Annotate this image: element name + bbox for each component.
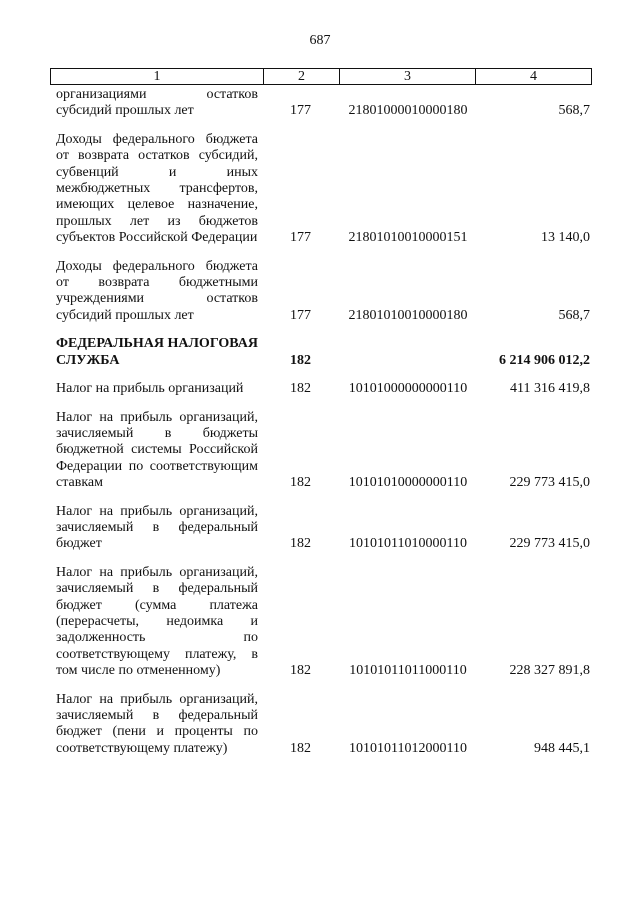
row-description: Налог на прибыль организаций, зачисляемый в федеральный бюджет — [56, 503, 258, 552]
row-kbk: 10101000000000110 — [348, 381, 468, 397]
row-amount: 6 214 906 012,2 — [499, 352, 590, 368]
row-admin-code: 177 — [290, 103, 311, 119]
row-amount: 228 327 891,8 — [509, 663, 590, 679]
table-row — [56, 381, 596, 397]
row-description: Налог на прибыль организаций — [56, 381, 244, 397]
row-kbk: 21801010010000180 — [348, 307, 468, 323]
row-amount: 568,7 — [558, 307, 590, 323]
table-header — [50, 68, 592, 85]
table-row — [56, 132, 596, 247]
row-amount: 229 773 415,0 — [509, 536, 590, 552]
row-admin-code: 177 — [290, 230, 311, 246]
table-row — [56, 565, 596, 680]
row-description: организациями остатков субсидий прошлых лет — [56, 87, 258, 119]
row-kbk: 21801010010000151 — [348, 230, 468, 246]
row-admin-code: 182 — [290, 381, 311, 397]
table-body — [56, 87, 596, 757]
row-description: ФЕДЕРАЛЬНАЯ НАЛОГОВАЯ СЛУЖБА — [56, 336, 258, 368]
row-kbk: 21801000010000180 — [348, 103, 468, 119]
row-description: Налог на прибыль организаций, зачисляемый в федеральный бюджет (сумма платежа (перерасчеты, недоимка и задолженность по соответствующему платежу, в том числе по отмененному) — [56, 564, 258, 679]
row-amount: 13 140,0 — [541, 230, 590, 246]
table-row-section — [56, 336, 596, 369]
page-number: 687 — [309, 33, 331, 48]
table-row — [56, 87, 596, 120]
column-header-3: 3 — [340, 69, 476, 84]
row-kbk: 10101011012000110 — [349, 740, 467, 756]
row-amount: 948 445,1 — [534, 740, 590, 756]
row-amount: 411 316 419,8 — [510, 381, 590, 397]
row-admin-code: 182 — [290, 352, 311, 368]
row-description: Налог на прибыль организаций, зачисляемый в бюджеты бюджетной системы Российской Федерации по соответствующим ставкам — [56, 409, 258, 491]
column-header-1: 1 — [51, 69, 264, 84]
row-admin-code: 177 — [290, 307, 311, 323]
row-description: Доходы федерального бюджета от возврата остатков субсидий, субвенций и иных межбюджетных трансфертов, имеющих целевое назначение, прошлых лет из бюджетов субъектов Российской Федерации — [56, 131, 258, 246]
row-amount: 568,7 — [558, 103, 590, 119]
column-header-2: 2 — [264, 69, 340, 84]
table-row — [56, 504, 596, 553]
row-kbk: 10101010000000110 — [348, 475, 468, 491]
column-header-4: 4 — [530, 69, 537, 84]
row-admin-code: 182 — [290, 740, 311, 756]
row-kbk: 10101011010000110 — [349, 536, 467, 552]
row-admin-code: 182 — [290, 536, 311, 552]
row-admin-code: 182 — [290, 663, 311, 679]
table-row — [56, 692, 596, 758]
row-description: Налог на прибыль организаций, зачисляемый в федеральный бюджет (пени и проценты по соответствующему платежу) — [56, 691, 258, 756]
row-amount: 229 773 415,0 — [509, 475, 590, 491]
row-admin-code: 182 — [290, 475, 311, 491]
row-kbk: 10101011011000110 — [349, 663, 467, 679]
row-description: Доходы федерального бюджета от возврата бюджетными учреждениями остатков субсидий прошлых лет — [56, 258, 258, 323]
table-row — [56, 410, 596, 492]
table-row — [56, 259, 596, 325]
